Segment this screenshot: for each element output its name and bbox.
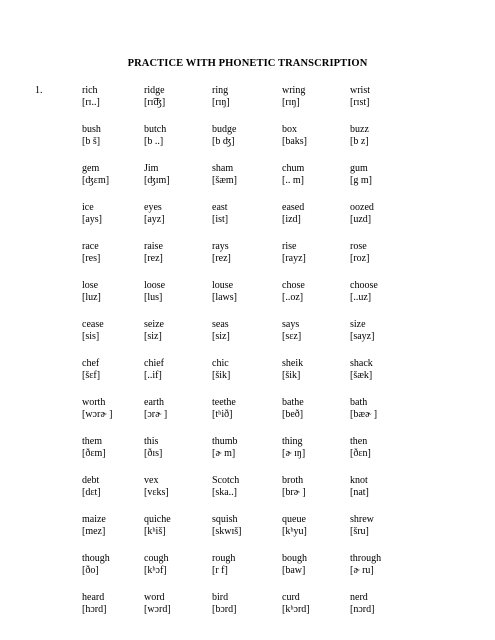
word-transcription: [brɚ ]	[282, 487, 306, 498]
word-entry	[350, 436, 371, 460]
word-transcription: [ðɛn]	[350, 448, 371, 459]
word-transcription: [ska..]	[212, 487, 237, 498]
word-spelling: maize	[82, 514, 106, 525]
word-spelling: rays	[212, 241, 229, 252]
word-spelling: chose	[282, 280, 305, 291]
word-entry	[82, 280, 101, 304]
word-entry	[212, 436, 238, 460]
word-transcription: [rayz]	[282, 253, 306, 264]
word-transcription: [šæk]	[350, 370, 373, 381]
word-spelling: rose	[350, 241, 367, 252]
word-spelling: ring	[212, 85, 229, 96]
word-spelling: teethe	[212, 397, 236, 408]
word-transcription: [nɔrd]	[350, 604, 375, 615]
word-spelling: bough	[282, 553, 307, 564]
word-spelling: budge	[212, 124, 237, 135]
word-transcription: [ʤɪm]	[144, 175, 170, 186]
word-transcription: [..oz]	[282, 292, 304, 303]
word-spelling: bush	[82, 124, 101, 135]
word-entry	[144, 280, 165, 304]
word-entry	[144, 163, 170, 187]
word-transcription: [ɔrɚ ]	[144, 409, 168, 420]
word-entry	[212, 397, 236, 421]
word-entry	[212, 163, 237, 187]
word-spelling: rise	[282, 241, 297, 252]
word-spelling: gum	[350, 163, 368, 174]
word-entry	[350, 280, 378, 304]
word-spelling: says	[282, 319, 300, 330]
word-transcription: [mez]	[82, 526, 106, 537]
word-transcription: [..if]	[144, 370, 162, 381]
word-entry	[144, 436, 162, 460]
word-spelling: wrist	[350, 85, 370, 96]
word-entry	[82, 163, 109, 187]
word-entry	[212, 241, 231, 265]
word-transcription: [sɛz]	[282, 331, 302, 342]
word-transcription: [rɪst]	[350, 97, 370, 108]
word-transcription: [šik]	[282, 370, 301, 381]
word-entry	[350, 124, 369, 148]
word-entry	[212, 358, 230, 382]
page-title: PRACTICE WITH PHONETIC TRANSCRIPTION	[127, 58, 368, 69]
word-spelling: ridge	[144, 85, 165, 96]
word-entry	[212, 553, 235, 577]
word-entry	[82, 358, 100, 382]
word-entry	[144, 358, 164, 382]
word-spelling: vex	[144, 475, 159, 486]
word-spelling: ice	[82, 202, 94, 213]
word-spelling: knot	[350, 475, 368, 486]
word-spelling: this	[144, 436, 159, 447]
word-spelling: them	[82, 436, 102, 447]
word-spelling: bathe	[282, 397, 304, 408]
word-entry	[282, 124, 307, 148]
word-transcription: [izd]	[282, 214, 301, 225]
word-spelling: chief	[144, 358, 164, 369]
word-transcription: [ɚ m]	[212, 448, 236, 459]
word-spelling: loose	[144, 280, 166, 291]
word-transcription: [kʰɔf]	[144, 565, 167, 576]
word-transcription: [uzd]	[350, 214, 372, 225]
word-entry	[212, 475, 239, 499]
word-spelling: chic	[212, 358, 229, 369]
word-transcription: [bæɚ ]	[350, 409, 378, 420]
word-entry	[282, 397, 304, 421]
word-spelling: race	[82, 241, 99, 252]
word-spelling: shrew	[350, 514, 374, 525]
word-spelling: though	[82, 553, 110, 564]
word-entry	[212, 319, 230, 343]
word-entry	[82, 397, 112, 421]
word-spelling: eyes	[144, 202, 162, 213]
word-entry	[82, 202, 102, 226]
word-transcription: [sayz]	[350, 331, 375, 342]
word-transcription: [luz]	[82, 292, 101, 303]
word-spelling: chef	[82, 358, 100, 369]
word-transcription: [baks]	[282, 136, 307, 147]
word-entry	[350, 475, 369, 499]
word-entry	[282, 163, 304, 187]
word-entry	[282, 592, 310, 616]
word-transcription: [dɛt]	[82, 487, 101, 498]
word-spelling: through	[350, 553, 382, 564]
word-transcription: [b z]	[350, 136, 369, 147]
word-entry	[144, 397, 167, 421]
word-entry	[144, 319, 164, 343]
word-transcription: [ays]	[82, 214, 102, 225]
word-spelling: oozed	[350, 202, 374, 213]
word-transcription: [rez]	[212, 253, 231, 264]
word-entry	[282, 514, 307, 538]
word-spelling: lose	[82, 280, 99, 291]
word-spelling: raise	[144, 241, 163, 252]
word-entry	[144, 202, 165, 226]
word-transcription: [rɪŋ]	[282, 97, 300, 108]
word-transcription: [baw]	[282, 565, 306, 576]
word-transcription: [b ..]	[144, 136, 164, 147]
word-entry	[350, 514, 374, 538]
word-spelling: broth	[282, 475, 304, 486]
word-entry	[82, 592, 106, 616]
word-transcription: [siz]	[212, 331, 230, 342]
word-entry	[144, 85, 165, 109]
word-spelling: thumb	[212, 436, 238, 447]
word-entry	[82, 436, 106, 460]
word-transcription: [nat]	[350, 487, 369, 498]
word-transcription: [laws]	[212, 292, 237, 303]
word-entry	[144, 592, 171, 616]
word-transcription: [b ʤ]	[212, 136, 235, 147]
word-spelling: Jim	[144, 163, 159, 174]
word-transcription: [wɔrɚ ]	[82, 409, 113, 420]
word-entry	[82, 475, 101, 499]
word-spelling: rich	[82, 85, 98, 96]
word-transcription: [ɚ ru]	[350, 565, 374, 576]
word-entry	[282, 436, 305, 460]
word-entry	[282, 553, 307, 577]
word-entry	[144, 124, 166, 148]
word-entry	[350, 163, 372, 187]
word-spelling: quiche	[144, 514, 171, 525]
word-spelling: thing	[282, 436, 303, 447]
word-entry	[282, 358, 303, 382]
word-transcription: [rɪ..]	[82, 97, 100, 108]
word-spelling: bird	[212, 592, 229, 603]
word-transcription: [hɔrd]	[82, 604, 107, 615]
word-entry	[282, 475, 306, 499]
word-spelling: nerd	[350, 592, 368, 603]
word-transcription: [.. m]	[282, 175, 304, 186]
word-transcription: [vɛks]	[144, 487, 169, 498]
word-entry	[350, 358, 373, 382]
word-entry	[82, 514, 106, 538]
word-transcription: [rez]	[144, 253, 163, 264]
word-spelling: gem	[82, 163, 100, 174]
word-entry	[350, 592, 374, 616]
word-spelling: debt	[82, 475, 100, 486]
word-transcription: [šru]	[350, 526, 369, 537]
word-entry	[144, 514, 171, 538]
word-transcription: [ðɪs]	[144, 448, 163, 459]
word-entry	[82, 85, 100, 109]
word-transcription: [kʰiš]	[144, 526, 166, 537]
word-spelling: east	[212, 202, 228, 213]
word-spelling: word	[144, 592, 165, 603]
word-entry	[212, 280, 237, 304]
word-transcription: [ðɛm]	[82, 448, 106, 459]
word-entry	[350, 241, 369, 265]
word-transcription: [rɪŋ]	[212, 97, 230, 108]
word-spelling: chum	[282, 163, 305, 174]
word-spelling: rough	[212, 553, 236, 564]
word-transcription: [g m]	[350, 175, 372, 186]
word-entry	[82, 241, 100, 265]
word-spelling: eased	[282, 202, 305, 213]
word-spelling: Scotch	[212, 475, 240, 486]
word-transcription: [..uz]	[350, 292, 372, 303]
word-spelling: earth	[144, 397, 164, 408]
word-spelling: then	[350, 436, 368, 447]
word-entry	[82, 124, 101, 148]
word-entry	[282, 280, 305, 304]
word-transcription: [b š]	[82, 136, 101, 147]
word-spelling: cease	[82, 319, 104, 330]
word-entry	[144, 241, 163, 265]
word-transcription: [sis]	[82, 331, 100, 342]
word-transcription: [šik]	[212, 370, 231, 381]
word-entry	[144, 475, 169, 499]
word-spelling: sham	[212, 163, 234, 174]
word-transcription: [kʰyu]	[282, 526, 307, 537]
word-entry	[350, 319, 374, 343]
word-transcription: [ʤɛm]	[82, 175, 110, 186]
word-entry	[350, 202, 374, 226]
word-transcription: [šæm]	[212, 175, 237, 186]
word-spelling: worth	[82, 397, 106, 408]
word-entry	[212, 202, 228, 226]
word-spelling: sheik	[282, 358, 304, 369]
word-transcription: [rɪ͡ʤ]	[144, 97, 166, 108]
word-entry	[144, 553, 168, 577]
word-spelling: wring	[282, 85, 306, 96]
word-transcription: [lus]	[144, 292, 163, 303]
word-transcription: [siz]	[144, 331, 162, 342]
word-transcription: [ist]	[212, 214, 229, 225]
word-entry	[212, 514, 241, 538]
word-spelling: squish	[212, 514, 238, 525]
word-spelling: buzz	[350, 124, 369, 135]
word-entry	[212, 124, 236, 148]
word-transcription: [bɔrd]	[212, 604, 237, 615]
word-entry	[282, 319, 301, 343]
word-transcription: [ayz]	[144, 214, 165, 225]
word-transcription: [ðo]	[82, 565, 99, 576]
word-spelling: queue	[282, 514, 306, 525]
word-transcription: [r f]	[212, 565, 228, 576]
word-entry	[350, 85, 370, 109]
word-entry	[350, 397, 377, 421]
word-entry	[350, 553, 381, 577]
word-spelling: cough	[144, 553, 169, 564]
word-entry	[82, 319, 104, 343]
word-spelling: heard	[82, 592, 105, 603]
word-entry	[282, 241, 306, 265]
word-spelling: size	[350, 319, 366, 330]
word-transcription: [tʰið]	[212, 409, 233, 420]
word-transcription: [roz]	[350, 253, 370, 264]
word-entry	[282, 85, 305, 109]
word-transcription: [wɔrd]	[144, 604, 171, 615]
word-entry	[82, 553, 110, 577]
word-entry	[282, 202, 304, 226]
word-entry	[212, 85, 230, 109]
word-spelling: box	[282, 124, 297, 135]
word-spelling: louse	[212, 280, 234, 291]
word-transcription: [kʰɔrd]	[282, 604, 310, 615]
word-transcription: [beð]	[282, 409, 304, 420]
word-entry	[212, 592, 236, 616]
word-spelling: curd	[282, 592, 300, 603]
item-number: 1.	[35, 85, 43, 96]
word-transcription: [res]	[82, 253, 101, 264]
word-spelling: seas	[212, 319, 229, 330]
word-spelling: choose	[350, 280, 378, 291]
word-transcription: [šɛf]	[82, 370, 101, 381]
word-spelling: shack	[350, 358, 373, 369]
word-transcription: [ɚ ɪŋ]	[282, 448, 306, 459]
word-spelling: butch	[144, 124, 167, 135]
word-spelling: seize	[144, 319, 164, 330]
word-transcription: [skwɪš]	[212, 526, 242, 537]
word-spelling: bath	[350, 397, 368, 408]
